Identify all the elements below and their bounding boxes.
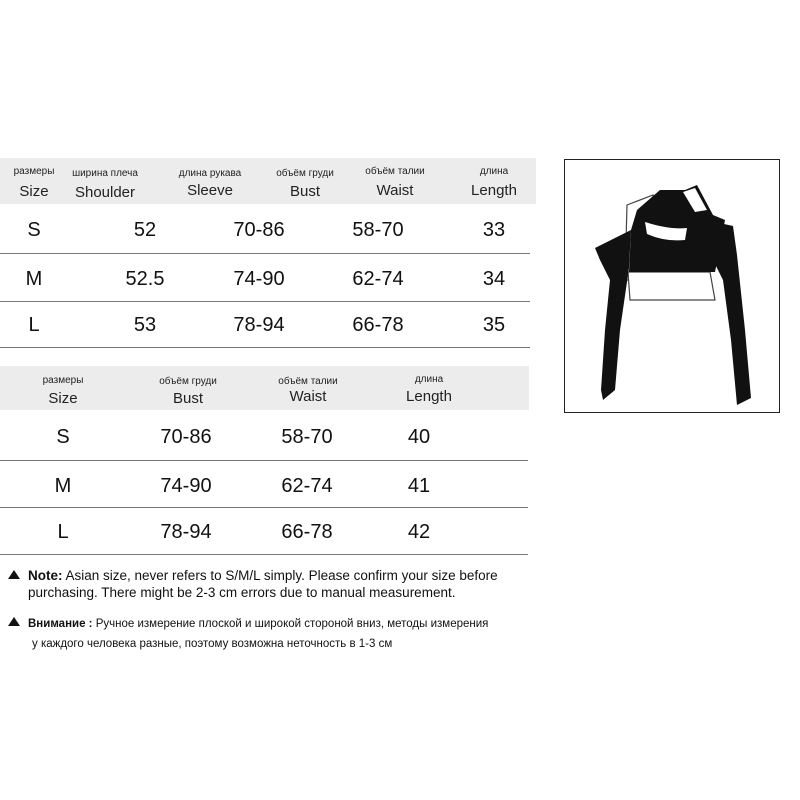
- header-size-ru: размеры: [42, 375, 84, 386]
- row-divider: [0, 347, 530, 348]
- product-image-frame: [564, 159, 780, 413]
- header-shoulder-en: Shoulder: [74, 184, 136, 201]
- header-bust-en: Bust: [172, 390, 203, 407]
- waist-cell: 62-74: [281, 475, 333, 497]
- waist-cell: 58-70: [281, 426, 333, 448]
- bust-cell: 62-74: [352, 268, 404, 290]
- header-length-en: Length: [471, 182, 517, 199]
- row-divider: [0, 253, 530, 254]
- header-bust-ru: объём груди: [159, 376, 217, 387]
- header-length-ru: длина: [414, 374, 444, 385]
- length-cell: 34: [482, 268, 506, 290]
- header-bust-en: Bust: [289, 183, 320, 200]
- bust-cell: 66-78: [352, 314, 404, 336]
- shoulder-cell: 52: [133, 219, 157, 241]
- header-waist-en: Waist: [289, 388, 327, 405]
- bust-cell: 78-94: [160, 521, 212, 543]
- length-cell: 40: [407, 426, 431, 448]
- note-label: Note:: [28, 568, 63, 583]
- size-cell: S: [56, 426, 70, 448]
- size-cell: M: [54, 475, 72, 497]
- note-text: Asian size, never refers to S/M/L simply. Please confirm your size before: [62, 568, 498, 583]
- header-waist-ru: объём талии: [365, 166, 425, 177]
- header-waist-en: Waist: [376, 182, 414, 199]
- sleeve-cell: 78-94: [233, 314, 285, 336]
- row-divider: [0, 507, 528, 508]
- length-cell: 41: [407, 475, 431, 497]
- size-cell: S: [27, 219, 41, 241]
- ru-note-label: Внимание :: [28, 618, 93, 630]
- warning-triangle-icon: [8, 570, 20, 579]
- length-cell: 35: [482, 314, 506, 336]
- sleeve-cell: 74-90: [233, 268, 285, 290]
- header-size-ru: размеры: [13, 166, 55, 177]
- note-english: [8, 567, 548, 601]
- header-size-en: Size: [19, 183, 49, 200]
- header-length-ru: длина: [479, 166, 509, 177]
- header-length-en: Length: [406, 388, 452, 405]
- header-size-en: Size: [48, 390, 78, 407]
- size-cell: L: [28, 314, 40, 336]
- waist-cell: 66-78: [281, 521, 333, 543]
- note-russian: [8, 614, 568, 654]
- row-divider: [0, 460, 528, 461]
- header-bust-ru: объём груди: [276, 168, 334, 179]
- size-cell: M: [25, 268, 43, 290]
- header-waist-ru: объём талии: [278, 376, 338, 387]
- warning-triangle-icon: [8, 617, 20, 626]
- length-cell: 42: [407, 521, 431, 543]
- header-sleeve-en: Sleeve: [187, 182, 233, 199]
- shoulder-cell: 53: [133, 314, 157, 336]
- header-sleeve-ru: длина рукава: [178, 168, 242, 179]
- ru-note-text-line2: у каждого человека разные, поэтому возможна неточность в 1-3 см: [32, 638, 393, 650]
- bust-cell: 70-86: [160, 426, 212, 448]
- shoulder-cell: 52.5: [125, 268, 165, 290]
- ru-note-text: Ручное измерение плоской и широкой стороной вниз, методы измерения: [92, 618, 489, 630]
- bust-cell: 58-70: [352, 219, 404, 241]
- size-cell: L: [57, 521, 69, 543]
- row-divider: [0, 554, 528, 555]
- note-text-line2: purchasing. There might be 2-3 cm errors due to manual measurement.: [28, 585, 456, 600]
- bust-cell: 74-90: [160, 475, 212, 497]
- cutout-crop-top-illustration: [565, 160, 778, 411]
- length-cell: 33: [482, 219, 506, 241]
- row-divider: [0, 301, 530, 302]
- sleeve-cell: 70-86: [233, 219, 285, 241]
- header-shoulder-ru: ширина плеча: [72, 168, 138, 179]
